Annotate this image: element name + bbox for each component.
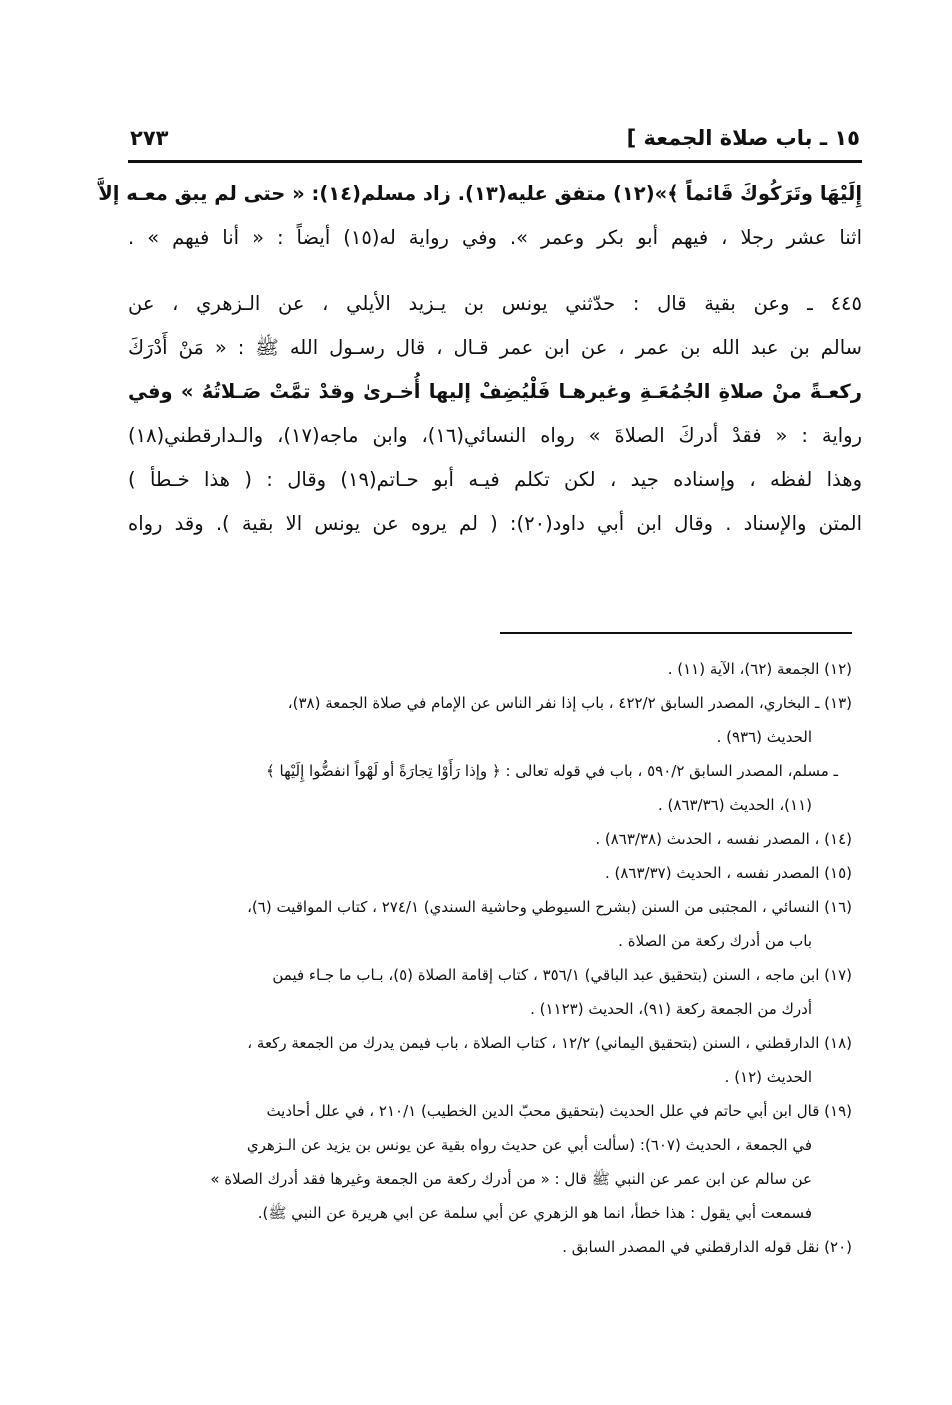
main-text (98, 172, 863, 546)
text-line: سالم بن عبد الله بن عمر ، عن ابن عمر قـال ، قال رسـول الله ﷺ : « مَنْ أَدْرَكَ (128, 336, 862, 359)
paragraph-gap (128, 260, 862, 282)
footnote-line: الحديث (١٢) . (724, 1068, 812, 1086)
footnote-line: (١٦) النسائي ، المجتبى من السنن (بشرح السيوطي وحاشية السندي) ٢٧٤/١ ، كتاب المواقيت (٦)، (247, 898, 852, 916)
footnote-line: فسمعت أبي يقول : هذا خطأ، انما هو الزهري عن أبي سلمة عن ابي هريرة عن النبي ﷺ). (257, 1204, 812, 1222)
footnote-line: (١٢) الجمعة (٦٢)، الآية (١١) . (667, 660, 852, 678)
text-line: ٤٤٥ ـ وعن بقية قال : حدّثني يونس بن يـزيد الأيلي ، عن الـزهري ، عن (128, 292, 862, 315)
chapter-title: ١٥ ـ باب صلاة الجمعة ] (626, 126, 860, 150)
footnote-line: (١٥) المصدر نفسه ، الحديث (٨٦٣/٣٧) . (604, 864, 852, 882)
footnote-line: في الجمعة ، الحديث (٦٠٧): (سألت أبي عن حديث رواه بقية عن يونس بن يزيد عن الـزهري (246, 1136, 812, 1154)
footnotes (118, 652, 852, 1264)
footnote-line: (١٣) ـ البخاري، المصدر السابق ٤٢٢/٢ ، باب إذا نفر الناس عن الإمام في صلاة الجمعة (٣٨)، (287, 694, 852, 712)
page-header (130, 118, 860, 158)
header-divider (128, 160, 862, 163)
page-number: ٢٧٣ (130, 126, 169, 150)
text-line: ركعـةً منْ صلاةِ الجُمُعَـةِ وغيرهـا فَلْيُضِفْ إليها أُخـرىٰ وقدْ تمَّتْ صَـلاتُهُ » وفي (128, 380, 862, 403)
footnote-line: (١٧) ابن ماجه ، السنن (بتحقيق عبد الباقي) ٣٥٦/١ ، كتاب إقامة الصلاة (٥)، بـاب ما جـاء فيمن (272, 966, 852, 984)
footnote-line: (١٩) قال ابن أبي حاتم في علل الحديث (بتحقيق محبّ الدين الخطيب) ٢١٠/١ ، في علل أحاديث (266, 1102, 852, 1120)
footnote-line: (٢٠) نقل قوله الدارقطني في المصدر السابق . (562, 1238, 852, 1256)
text-line: اثنا عشر رجلا ، فيهم أبو بكر وعمر ». وفي رواية له(١٥) أيضاً : « أنا فيهم » . (128, 226, 863, 249)
text-line: وهذا لفظه ، وإسناده جيد ، لكن تكلم فيـه أبو حـاتم(١٩) وقال : ( هذا خـطأ ) (128, 468, 863, 491)
text-line: المتن والإسناد . وقال ابن أبي داود(٢٠): ( لم يروه عن يونس الا بقية ). وقد رواه (128, 512, 863, 535)
text-line: رواية : « فقدْ أدركَ الصلاةَ » رواه النسائي(١٦)، وابن ماجه(١٧)، والـدارقطني(١٨) (128, 424, 862, 447)
footnote-line: (١٤) ، المصدر نفسه ، الحدىث (٨٦٣/٣٨) . (595, 830, 852, 848)
footnote-line: الحديث (٩٣٦) . (716, 728, 812, 746)
footnote-line: أدرك من الجمعة ركعة (٩١)، الحديث (١١٢٣) . (530, 1000, 812, 1018)
footnote-line: باب من أدرك ركعة من الصلاة . (618, 932, 812, 950)
footnote-line: (١١)، الحديث (٨٦٣/٣٦) . (658, 796, 812, 814)
footnote-line: (١٨) الدارقطني ، السنن (بتحقيق اليماني) ١٢/٢ ، كتاب الصلاة ، باب فيمن يدرك من الجمعة ركعة ، (247, 1034, 852, 1052)
footnote-divider (500, 632, 852, 634)
footnote-line: ـ مسلم، المصدر السابق ٥٩٠/٢ ، باب في قوله تعالى : ﴿ وإذا رَأَوْا تِجارَةً أو لَهْواً انفضُّوا إِلَيْها ﴾ (265, 762, 838, 780)
text-line: إِلَيْهَا وتَرَكُوكَ قَائماً ﴾»(١٢) متفق عليه(١٣). زاد مسلم(١٤): « حتى لم يبق معـه إلاَّ (98, 182, 862, 205)
footnote-line: عن سالم عن ابن عمر عن النبي ﷺ قال : « من أدرك ركعة من الجمعة وغيرها فقد أدرك الصلاة » (210, 1170, 812, 1188)
